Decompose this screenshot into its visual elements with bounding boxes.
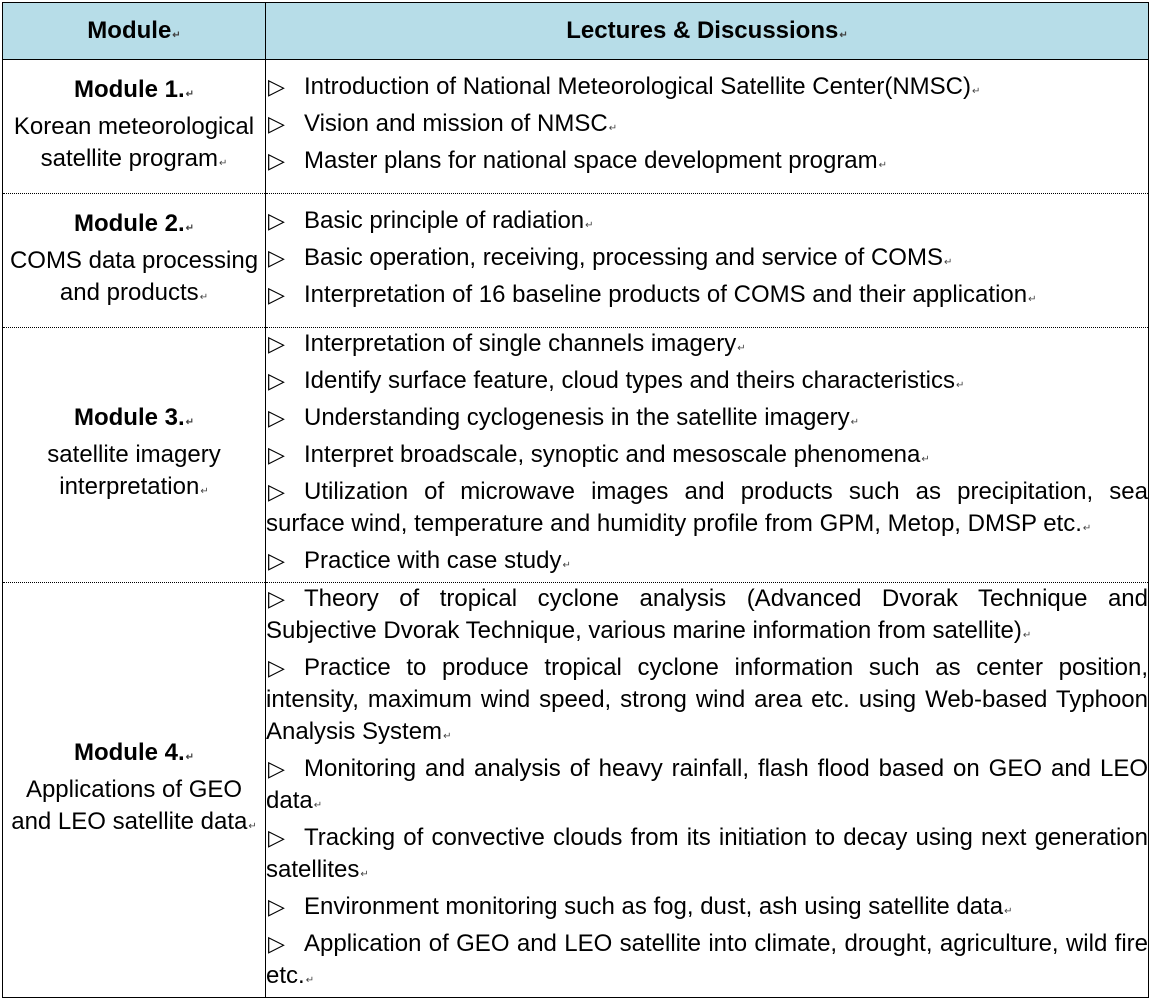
triangle-bullet-icon: ▷ [268,586,285,611]
lecture-item-text: Environment monitoring such as fog, dust, ash using satellite data [304,893,1004,920]
paragraph-mark-icon: ↵ [200,486,209,497]
paragraph-mark-icon: ↵ [921,454,930,465]
paragraph-mark-icon: ↵ [839,30,848,41]
module-row [3,60,1149,194]
module-description [3,111,265,180]
module-title [3,74,265,111]
lecture-item-text: Practice to produce tropical cyclone information such as center position, intensity, maximum wind speed, strong wind area etc. using Web-based Typhoon Analysis System [266,654,1148,745]
paragraph-mark-icon: ↵ [850,417,860,428]
module-description [3,439,265,508]
lecture-item-text: Interpretation of 16 baseline products of COMS and their application [304,281,1028,308]
paragraph-mark-icon: ↵ [1082,523,1092,534]
lecture-item-text: Interpret broadscale, synoptic and mesoscale phenomena [304,441,921,468]
module-title-text: Module 2. [73,209,185,237]
lecture-items-cell [266,60,1149,194]
lecture-item-text: Master plans for national space development program [304,147,878,174]
module-title [3,402,265,439]
header-lectures [266,3,1149,60]
triangle-bullet-icon: ▷ [268,548,285,573]
paragraph-mark-icon: ↵ [305,975,315,986]
paragraph-mark-icon: ↵ [1022,630,1032,641]
triangle-bullet-icon: ▷ [268,282,285,307]
triangle-bullet-icon: ▷ [268,479,285,504]
paragraph-mark-icon: ↵ [608,123,618,134]
module-description-text: satellite imagery interpretation [47,441,221,500]
triangle-bullet-icon: ▷ [268,111,285,136]
triangle-bullet-icon: ▷ [268,208,285,233]
triangle-bullet-icon: ▷ [268,148,285,173]
triangle-bullet-icon: ▷ [268,894,285,919]
lecture-item-text: Basic principle of radiation [304,207,585,234]
lecture-item-text: Practice with case study [304,547,562,574]
lecture-item-text: Understanding cyclogenesis in the satellite imagery [304,404,850,431]
module-title-text: Module 3. [73,404,185,431]
paragraph-mark-icon: ↵ [185,88,195,100]
triangle-bullet-icon: ▷ [268,405,285,430]
lecture-item-text: Application of GEO and LEO satellite into climate, drought, agriculture, wild fire etc. [266,930,1148,989]
lecture-item [266,205,1148,242]
paragraph-mark-icon: ↵ [443,731,452,742]
paragraph-mark-icon: ↵ [943,257,953,268]
lecture-item [266,145,1148,182]
lecture-item-text: Theory of tropical cyclone analysis (Advanced Dvorak Technique and Subjective Dvorak Technique, various marine information from satellite) [266,585,1148,644]
paragraph-mark-icon: ↵ [878,160,888,171]
module-title [3,208,265,245]
lecture-item [266,753,1148,822]
paragraph-mark-icon: ↵ [185,417,195,428]
lecture-item [266,242,1148,279]
lecture-item [266,279,1148,316]
module-description-text: COMS data processing and products [9,246,259,306]
module-description-text: Applications of GEO and LEO satellite data [11,776,248,835]
triangle-bullet-icon: ▷ [268,931,285,956]
module-row [3,583,1149,998]
module-description-text: Korean meteorological satellite program [13,112,255,172]
lecture-item [266,822,1148,891]
paragraph-mark-icon: ↵ [313,800,323,811]
lecture-items-cell [266,583,1149,998]
lecture-item [266,439,1148,476]
module-title-text: Module 4. [73,739,185,766]
lecture-item [266,652,1148,753]
module-description [3,774,265,843]
lecture-item [266,402,1148,439]
module-cell [3,60,266,194]
header-module [3,3,266,60]
lecture-item [266,928,1148,997]
lecture-item-text: Monitoring and analysis of heavy rainfall, flash flood based on GEO and LEO data [266,755,1148,814]
paragraph-mark-icon: ↵ [185,222,195,234]
lecture-item-text: Introduction of National Meteorological Satellite Center(NMSC) [304,73,971,100]
lecture-item [266,108,1148,145]
module-cell [3,194,266,328]
lecture-item [266,476,1148,545]
paragraph-mark-icon: ↵ [219,157,228,169]
module-row [3,328,1149,583]
lecture-item-text: Tracking of convective clouds from its initiation to decay using next generation satellites [266,824,1148,883]
paragraph-mark-icon: ↵ [971,86,981,97]
module-cell [3,583,266,998]
lecture-item-text: Identify surface feature, cloud types and theirs characteristics [304,367,955,394]
module-title [3,737,265,774]
module-row [3,194,1149,328]
paragraph-mark-icon: ↵ [185,752,195,763]
paragraph-mark-icon: ↵ [360,869,369,880]
paragraph-mark-icon: ↵ [562,560,571,571]
header-row [3,3,1149,60]
lecture-item-text: Basic operation, receiving, processing and service of COMS [304,244,943,271]
lecture-item [266,891,1148,928]
header-lectures-label: Lectures & Discussions [566,17,839,44]
lecture-item [266,71,1148,108]
triangle-bullet-icon: ▷ [268,245,285,270]
module-title-text: Module 1. [73,75,185,103]
header-module-label: Module [87,17,172,44]
lecture-item [266,583,1148,652]
triangle-bullet-icon: ▷ [268,442,285,467]
paragraph-mark-icon: ↵ [172,30,181,41]
lecture-item [266,328,1148,365]
paragraph-mark-icon: ↵ [248,821,257,832]
paragraph-mark-icon: ↵ [1004,906,1013,917]
triangle-bullet-icon: ▷ [268,756,285,781]
lecture-item [266,545,1148,582]
paragraph-mark-icon: ↵ [956,380,965,391]
paragraph-mark-icon: ↵ [1028,294,1037,305]
module-cell [3,328,266,583]
triangle-bullet-icon: ▷ [268,655,285,680]
triangle-bullet-icon: ▷ [268,825,285,850]
lecture-item [266,365,1148,402]
curriculum-table [2,2,1149,998]
triangle-bullet-icon: ▷ [268,74,285,99]
paragraph-mark-icon: ↵ [585,220,594,231]
lecture-item-text: Utilization of microwave images and products such as precipitation, sea surface wind, temperature and humidity profile from GPM, Metop, DMSP etc. [266,478,1148,537]
lecture-items-cell [266,194,1149,328]
triangle-bullet-icon: ▷ [268,331,285,356]
paragraph-mark-icon: ↵ [737,343,746,354]
module-description [3,245,265,314]
lecture-items-cell [266,328,1149,583]
lecture-item-text: Vision and mission of NMSC [304,110,608,137]
paragraph-mark-icon: ↵ [199,291,209,303]
lecture-item-text: Interpretation of single channels imagery [304,330,737,357]
triangle-bullet-icon: ▷ [268,368,285,393]
